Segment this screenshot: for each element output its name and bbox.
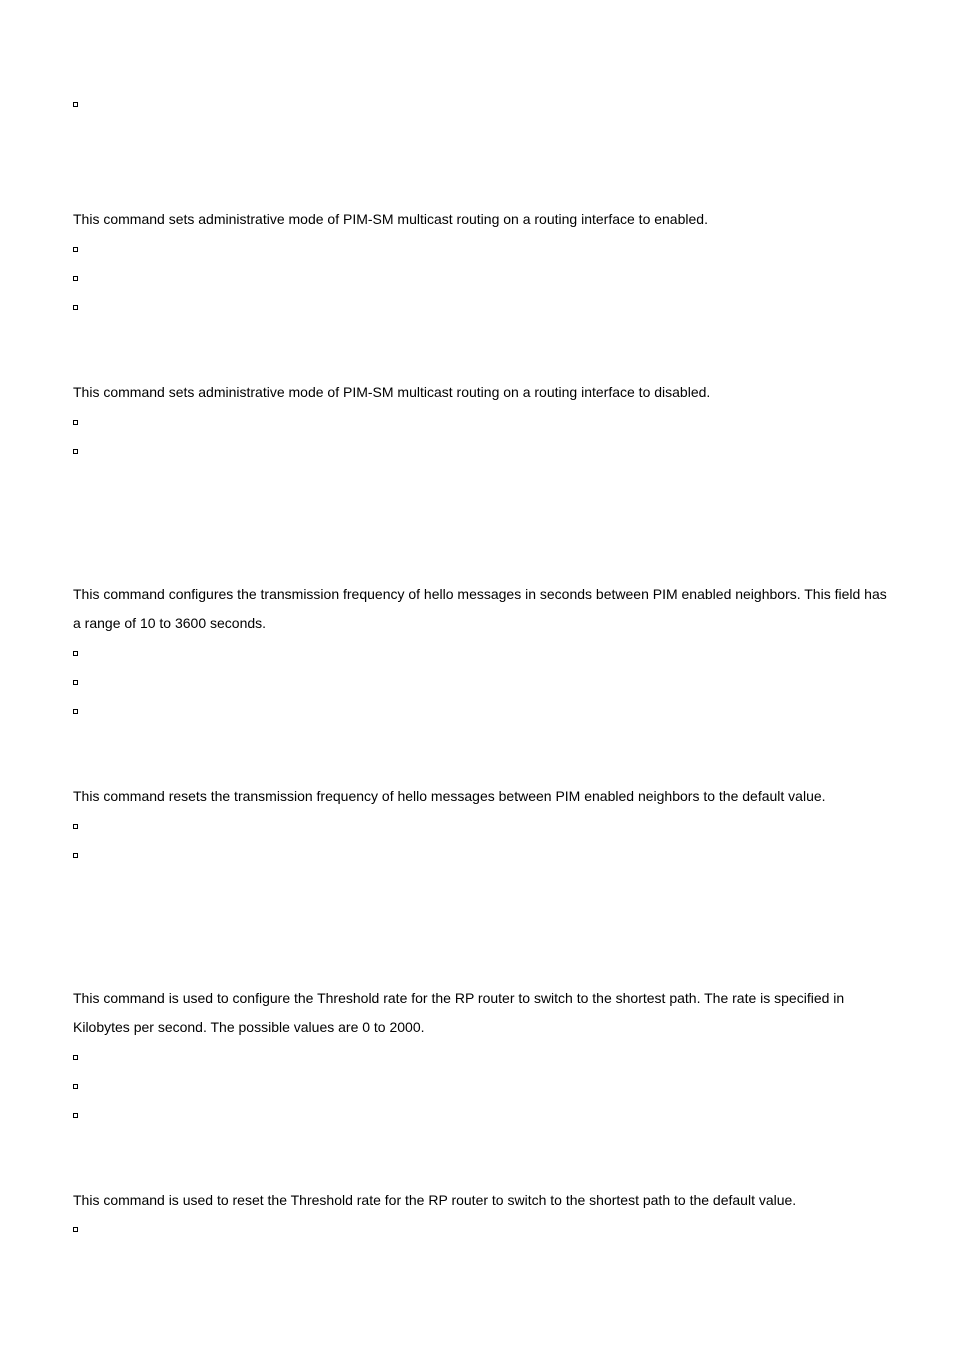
bullet-marker	[73, 447, 81, 455]
bullet-marker	[73, 1082, 81, 1090]
bullet-marker	[73, 100, 81, 108]
bullet-marker	[73, 418, 81, 426]
paragraph-hello-interval-reset: This command resets the transmission frequency of hello messages between PIM enabled neighbors to the default value.	[73, 788, 826, 804]
bullet-marker	[73, 649, 81, 657]
bullet-marker	[73, 851, 81, 859]
paragraph-hello-interval: This command configures the transmission frequency of hello messages in seconds between PIM enabled neighbors. This field has a range of 10 to 3600 seconds.	[73, 586, 887, 631]
bullet-marker	[73, 1225, 81, 1233]
bullet-marker	[73, 245, 81, 253]
bullet-marker	[73, 707, 81, 715]
bullet-marker	[73, 274, 81, 282]
paragraph-spt-threshold: This command is used to configure the Threshold rate for the RP router to switch to the shortest path. The rate is specified in Kilobytes per second. The possible values are 0 to 2000.	[73, 990, 845, 1035]
bullet-marker	[73, 1053, 81, 1061]
paragraph-pim-sm-disable: This command sets administrative mode of PIM-SM multicast routing on a routing interface to disabled.	[73, 384, 711, 400]
bullet-marker	[73, 303, 81, 311]
paragraph-spt-threshold-reset: This command is used to reset the Threshold rate for the RP router to switch to the shortest path to the default value.	[73, 1192, 797, 1208]
bullet-marker	[73, 678, 81, 686]
bullet-marker	[73, 822, 81, 830]
bullet-marker	[73, 1111, 81, 1119]
paragraph-pim-sm-enable: This command sets administrative mode of PIM-SM multicast routing on a routing interface to enabled.	[73, 211, 708, 227]
